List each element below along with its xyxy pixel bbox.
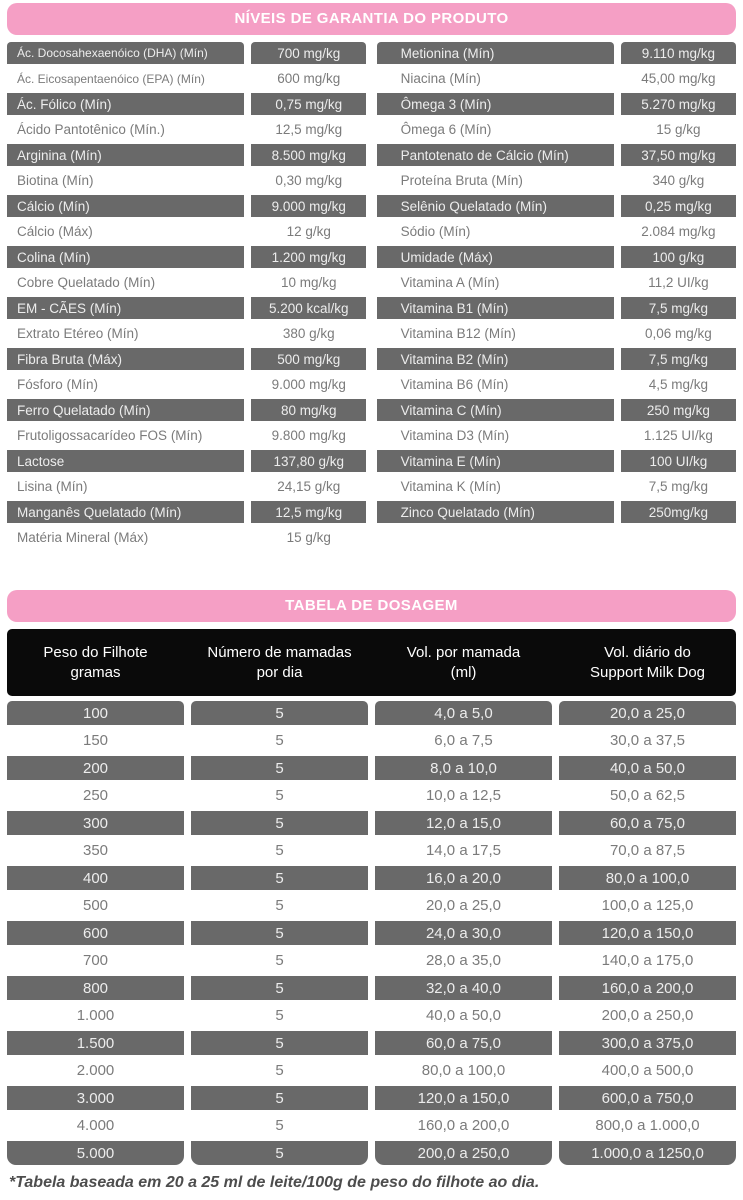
dosage-cell: 160,0 a 200,0 — [417, 1117, 510, 1134]
guarantee-row — [377, 246, 736, 268]
dosage-cell: 50,0 a 62,5 — [609, 787, 686, 804]
nutrient-label: Umidade (Máx) — [377, 246, 614, 268]
guarantee-row — [7, 323, 366, 345]
nutrient-label: EM - CÃES (Mín) — [7, 297, 244, 319]
dosage-cell: 5 — [275, 1117, 284, 1134]
dosage-cell: 500 — [82, 897, 109, 914]
dosage-cell: 30,0 a 37,5 — [609, 732, 686, 749]
guarantee-table — [7, 42, 736, 552]
dosage-cell: 60,0 a 75,0 — [559, 811, 736, 835]
dosage-cell: 5 — [191, 1031, 368, 1055]
header-line: gramas — [70, 663, 121, 681]
nutrient-value: 0,30 mg/kg — [275, 173, 343, 188]
guarantee-row — [377, 348, 736, 370]
guarantee-row — [377, 501, 736, 523]
guarantee-row — [7, 119, 366, 141]
guarantee-row — [7, 374, 366, 396]
dosage-cell: 5 — [191, 1086, 368, 1110]
dosage-cell: 300,0 a 375,0 — [559, 1031, 736, 1055]
nutrient-value: 10 mg/kg — [281, 275, 337, 290]
nutrient-value: 12,5 mg/kg — [275, 122, 343, 137]
dosage-cell: 28,0 a 35,0 — [425, 952, 502, 969]
dosage-cell: 60,0 a 75,0 — [375, 1031, 552, 1055]
nutrient-value: 24,15 g/kg — [277, 479, 341, 494]
dosage-cell: 20,0 a 25,0 — [425, 897, 502, 914]
dosage-cell: 250 — [82, 787, 109, 804]
dosage-cell: 5 — [191, 921, 368, 945]
nutrient-label: Cálcio (Mín) — [7, 195, 244, 217]
nutrient-value: 7,5 mg/kg — [648, 479, 709, 494]
nutrient-value: 340 g/kg — [652, 173, 705, 188]
nutrient-label: Cálcio (Máx) — [17, 224, 93, 239]
nutrient-label: Sódio (Mín) — [400, 224, 471, 239]
guarantee-row — [7, 93, 366, 115]
nutrient-value: 250mg/kg — [621, 501, 736, 523]
dosage-cell: 5 — [275, 952, 284, 969]
nutrient-value: 15 g/kg — [656, 122, 701, 137]
nutrient-value: 37,50 mg/kg — [621, 144, 736, 166]
dosage-cell: 80,0 a 100,0 — [421, 1062, 506, 1079]
guarantee-section — [7, 3, 736, 552]
dosage-cell: 5 — [191, 1141, 368, 1165]
guarantee-row — [377, 68, 736, 90]
dosage-cell: 100,0 a 125,0 — [601, 897, 694, 914]
nutrient-label: Vitamina E (Mín) — [377, 450, 614, 472]
dosage-cell: 4,0 a 5,0 — [375, 701, 552, 725]
header-line: Número de mamadas — [207, 644, 352, 661]
nutrient-value: 0,75 mg/kg — [251, 93, 366, 115]
nutrient-value: 80 mg/kg — [251, 399, 366, 421]
guarantee-row — [377, 374, 736, 396]
nutrient-value: 8.500 mg/kg — [251, 144, 366, 166]
dosage-cell: 6,0 a 7,5 — [434, 732, 493, 749]
nutrient-value: 100 g/kg — [621, 246, 736, 268]
guarantee-row — [7, 170, 366, 192]
nutrient-value: 0,25 mg/kg — [621, 195, 736, 217]
nutrient-label: Zinco Quelatado (Mín) — [377, 501, 614, 523]
nutrient-label: Vitamina C (Mín) — [377, 399, 614, 421]
guarantee-row — [377, 93, 736, 115]
dosage-row — [7, 894, 736, 918]
guarantee-row — [377, 297, 736, 319]
dosage-cell: 120,0 a 150,0 — [375, 1086, 552, 1110]
dosage-row — [7, 811, 736, 835]
nutrient-label: Fósforo (Mín) — [17, 377, 99, 392]
nutrient-value: 15 g/kg — [286, 530, 331, 545]
dosage-row — [7, 866, 736, 890]
dosage-header-weight — [7, 643, 184, 682]
dosage-row — [7, 701, 736, 725]
dosage-cell: 5 — [275, 897, 284, 914]
dosage-cell: 800 — [7, 976, 184, 1000]
dosage-cell: 4.000 — [76, 1117, 115, 1134]
nutrient-label: Metionina (Mín) — [377, 42, 614, 64]
nutrient-label: Frutoligossacarídeo FOS (Mín) — [17, 428, 203, 443]
nutrient-label: Vitamina D3 (Mín) — [400, 428, 510, 443]
guarantee-row — [377, 450, 736, 472]
dosage-cell: 5 — [191, 701, 368, 725]
guarantee-row — [7, 246, 366, 268]
nutrient-label: Vitamina K (Mín) — [400, 479, 501, 494]
nutrient-label: Ferro Quelatado (Mín) — [7, 399, 244, 421]
guarantee-row — [377, 195, 736, 217]
nutrient-label: Ác. Docosahexaenóico (DHA) (Mín) — [7, 42, 244, 64]
dosage-row — [7, 949, 736, 973]
dosage-title-banner: TABELA DE DOSAGEM — [7, 590, 736, 622]
dosage-row — [7, 921, 736, 945]
nutrient-value: 9.000 mg/kg — [271, 377, 346, 392]
dosage-row — [7, 1031, 736, 1055]
dosage-cell: 140,0 a 175,0 — [601, 952, 694, 969]
guarantee-row — [7, 348, 366, 370]
nutrient-value: 700 mg/kg — [251, 42, 366, 64]
nutrient-label: Cobre Quelatado (Mín) — [17, 275, 156, 290]
nutrient-value: 5.270 mg/kg — [621, 93, 736, 115]
dosage-cell: 16,0 a 20,0 — [375, 866, 552, 890]
guarantee-row — [7, 42, 366, 64]
dosage-footnote: *Tabela baseada em 20 a 25 ml de leite/100g de peso do filhote ao dia. — [9, 1174, 540, 1191]
nutrient-label: Lactose — [7, 450, 244, 472]
nutrient-value: 12 g/kg — [286, 224, 331, 239]
dosage-row — [7, 1004, 736, 1028]
guarantee-right-column — [377, 42, 736, 552]
guarantee-row — [377, 42, 736, 64]
nutrient-label: Extrato Etéreo (Mín) — [17, 326, 139, 341]
dosage-cell: 100 — [7, 701, 184, 725]
dosage-header-volume-per-feeding — [375, 643, 552, 682]
dosage-cell: 80,0 a 100,0 — [559, 866, 736, 890]
guarantee-row — [377, 144, 736, 166]
dosage-row — [7, 1059, 736, 1083]
dosage-row — [7, 784, 736, 808]
guarantee-row — [377, 272, 736, 294]
dosage-cell: 5 — [191, 976, 368, 1000]
nutrient-label: Ômega 6 (Mín) — [400, 122, 492, 137]
dosage-cell: 160,0 a 200,0 — [559, 976, 736, 1000]
dosage-cell: 700 — [82, 952, 109, 969]
nutrient-value: 5.200 kcal/kg — [251, 297, 366, 319]
nutrient-value: 9.110 mg/kg — [621, 42, 736, 64]
dosage-cell: 12,0 a 15,0 — [375, 811, 552, 835]
nutrient-label: Vitamina B1 (Mín) — [377, 297, 614, 319]
nutrient-value: 11,2 UI/kg — [648, 275, 709, 290]
dosage-cell: 200 — [7, 756, 184, 780]
header-line: por dia — [256, 663, 303, 681]
guarantee-row — [7, 68, 366, 90]
nutrient-value: 9.800 mg/kg — [271, 428, 346, 443]
dosage-header-daily-volume — [559, 643, 736, 682]
guarantee-row — [377, 170, 736, 192]
dosage-cell: 32,0 a 40,0 — [375, 976, 552, 1000]
dosage-rows — [7, 701, 736, 1165]
guarantee-row — [7, 195, 366, 217]
dosage-cell: 800,0 a 1.000,0 — [595, 1117, 700, 1134]
dosage-cell: 350 — [82, 842, 109, 859]
dosage-cell: 2.000 — [76, 1062, 115, 1079]
nutrient-label: Colina (Mín) — [7, 246, 244, 268]
dosage-header-row — [7, 629, 736, 696]
dosage-cell: 300 — [7, 811, 184, 835]
guarantee-row — [377, 476, 736, 498]
nutrient-value: 12,5 mg/kg — [251, 501, 366, 523]
nutrient-label: Selênio Quelatado (Mín) — [377, 195, 614, 217]
dosage-row — [7, 1086, 736, 1110]
nutrient-value: 380 g/kg — [282, 326, 335, 341]
dosage-cell: 5 — [275, 1007, 284, 1024]
dosage-cell: 1.500 — [7, 1031, 184, 1055]
nutrient-label: Vitamina B2 (Mín) — [377, 348, 614, 370]
dosage-cell: 600 — [7, 921, 184, 945]
nutrient-value: 100 UI/kg — [621, 450, 736, 472]
nutrient-label: Pantotenato de Cálcio (Mín) — [377, 144, 614, 166]
guarantee-row — [377, 119, 736, 141]
guarantee-row — [377, 323, 736, 345]
dosage-cell: 5 — [275, 732, 284, 749]
nutrient-label: Vitamina B12 (Mín) — [400, 326, 516, 341]
guarantee-row — [7, 399, 366, 421]
nutrient-value: 1.200 mg/kg — [251, 246, 366, 268]
nutrient-label: Vitamina B6 (Mín) — [400, 377, 509, 392]
nutrient-label: Manganês Quelatado (Mín) — [7, 501, 244, 523]
dosage-cell: 20,0 a 25,0 — [559, 701, 736, 725]
nutrient-label: Matéria Mineral (Máx) — [17, 530, 149, 545]
nutrient-value: 137,80 g/kg — [251, 450, 366, 472]
nutrient-value: 9.000 mg/kg — [251, 195, 366, 217]
nutrient-value: 45,00 mg/kg — [641, 71, 716, 86]
dosage-cell: 5 — [275, 842, 284, 859]
guarantee-row — [7, 501, 366, 523]
dosage-row — [7, 729, 736, 753]
dosage-cell: 5 — [275, 787, 284, 804]
header-line: Vol. diário do — [604, 644, 691, 661]
nutrient-label: Ác. Fólico (Mín) — [7, 93, 244, 115]
dosage-cell: 5 — [275, 1062, 284, 1079]
nutrient-label: Ácido Pantotênico (Mín.) — [17, 122, 165, 137]
dosage-section — [7, 590, 736, 1192]
nutrient-label: Niacina (Mín) — [400, 71, 481, 86]
dosage-row — [7, 839, 736, 863]
header-line: Peso do Filhote — [43, 644, 148, 661]
guarantee-row — [377, 399, 736, 421]
dosage-cell: 400 — [7, 866, 184, 890]
dosage-cell: 8,0 a 10,0 — [375, 756, 552, 780]
guarantee-row — [377, 425, 736, 447]
nutrient-value: 7,5 mg/kg — [621, 297, 736, 319]
dosage-cell: 5.000 — [7, 1141, 184, 1165]
dosage-cell: 400,0 a 500,0 — [601, 1062, 694, 1079]
dosage-cell: 1.000 — [76, 1007, 115, 1024]
header-line: Vol. por mamada — [406, 644, 521, 661]
dosage-cell: 200,0 a 250,0 — [375, 1141, 552, 1165]
guarantee-row — [7, 144, 366, 166]
dosage-cell: 3.000 — [7, 1086, 184, 1110]
dosage-row — [7, 976, 736, 1000]
dosage-row — [7, 756, 736, 780]
dosage-cell: 14,0 a 17,5 — [425, 842, 502, 859]
guarantee-row — [7, 527, 366, 549]
guarantee-row — [7, 450, 366, 472]
dosage-cell: 24,0 a 30,0 — [375, 921, 552, 945]
dosage-cell: 40,0 a 50,0 — [425, 1007, 502, 1024]
nutrient-label: Vitamina A (Mín) — [400, 275, 500, 290]
nutrient-label: Arginina (Mín) — [7, 144, 244, 166]
guarantee-title-banner: NÍVEIS DE GARANTIA DO PRODUTO — [7, 3, 736, 35]
dosage-cell: 5 — [191, 811, 368, 835]
nutrient-label: Lisina (Mín) — [17, 479, 88, 494]
dosage-cell: 600,0 a 750,0 — [559, 1086, 736, 1110]
dosage-cell: 1.000,0 a 1250,0 — [559, 1141, 736, 1165]
dosage-cell: 70,0 a 87,5 — [609, 842, 686, 859]
guarantee-left-column — [7, 42, 366, 552]
header-line: Support Milk Dog — [589, 663, 706, 681]
guarantee-row — [7, 272, 366, 294]
nutrient-value: 600 mg/kg — [277, 71, 341, 86]
nutrient-label: Proteína Bruta (Mín) — [400, 173, 523, 188]
header-line: (ml) — [450, 663, 477, 681]
dosage-header-feedings — [191, 643, 368, 682]
nutrient-label: Ác. Eicosapentaenóico (EPA) (Mín) — [17, 71, 205, 86]
dosage-cell: 5 — [191, 866, 368, 890]
dosage-cell: 40,0 a 50,0 — [559, 756, 736, 780]
dosage-cell: 10,0 a 12,5 — [425, 787, 502, 804]
guarantee-row — [377, 221, 736, 243]
nutrient-value: 4,5 mg/kg — [648, 377, 709, 392]
dosage-cell: 120,0 a 150,0 — [559, 921, 736, 945]
dosage-cell: 150 — [82, 732, 109, 749]
nutrient-value: 500 mg/kg — [251, 348, 366, 370]
dosage-row — [7, 1114, 736, 1138]
nutrient-value: 7,5 mg/kg — [621, 348, 736, 370]
nutrient-value: 250 mg/kg — [621, 399, 736, 421]
nutrient-value: 0,06 mg/kg — [645, 326, 712, 341]
dosage-cell: 200,0 a 250,0 — [601, 1007, 694, 1024]
nutrient-label: Biotina (Mín) — [17, 173, 94, 188]
guarantee-row — [7, 221, 366, 243]
dosage-cell: 5 — [191, 756, 368, 780]
dosage-row — [7, 1141, 736, 1165]
guarantee-row — [7, 425, 366, 447]
nutrient-value: 1.125 UI/kg — [643, 428, 713, 443]
guarantee-row — [7, 476, 366, 498]
nutrient-label: Ômega 3 (Mín) — [377, 93, 614, 115]
guarantee-row — [7, 297, 366, 319]
nutrient-label: Fibra Bruta (Máx) — [7, 348, 244, 370]
nutrient-value: 2.084 mg/kg — [641, 224, 716, 239]
